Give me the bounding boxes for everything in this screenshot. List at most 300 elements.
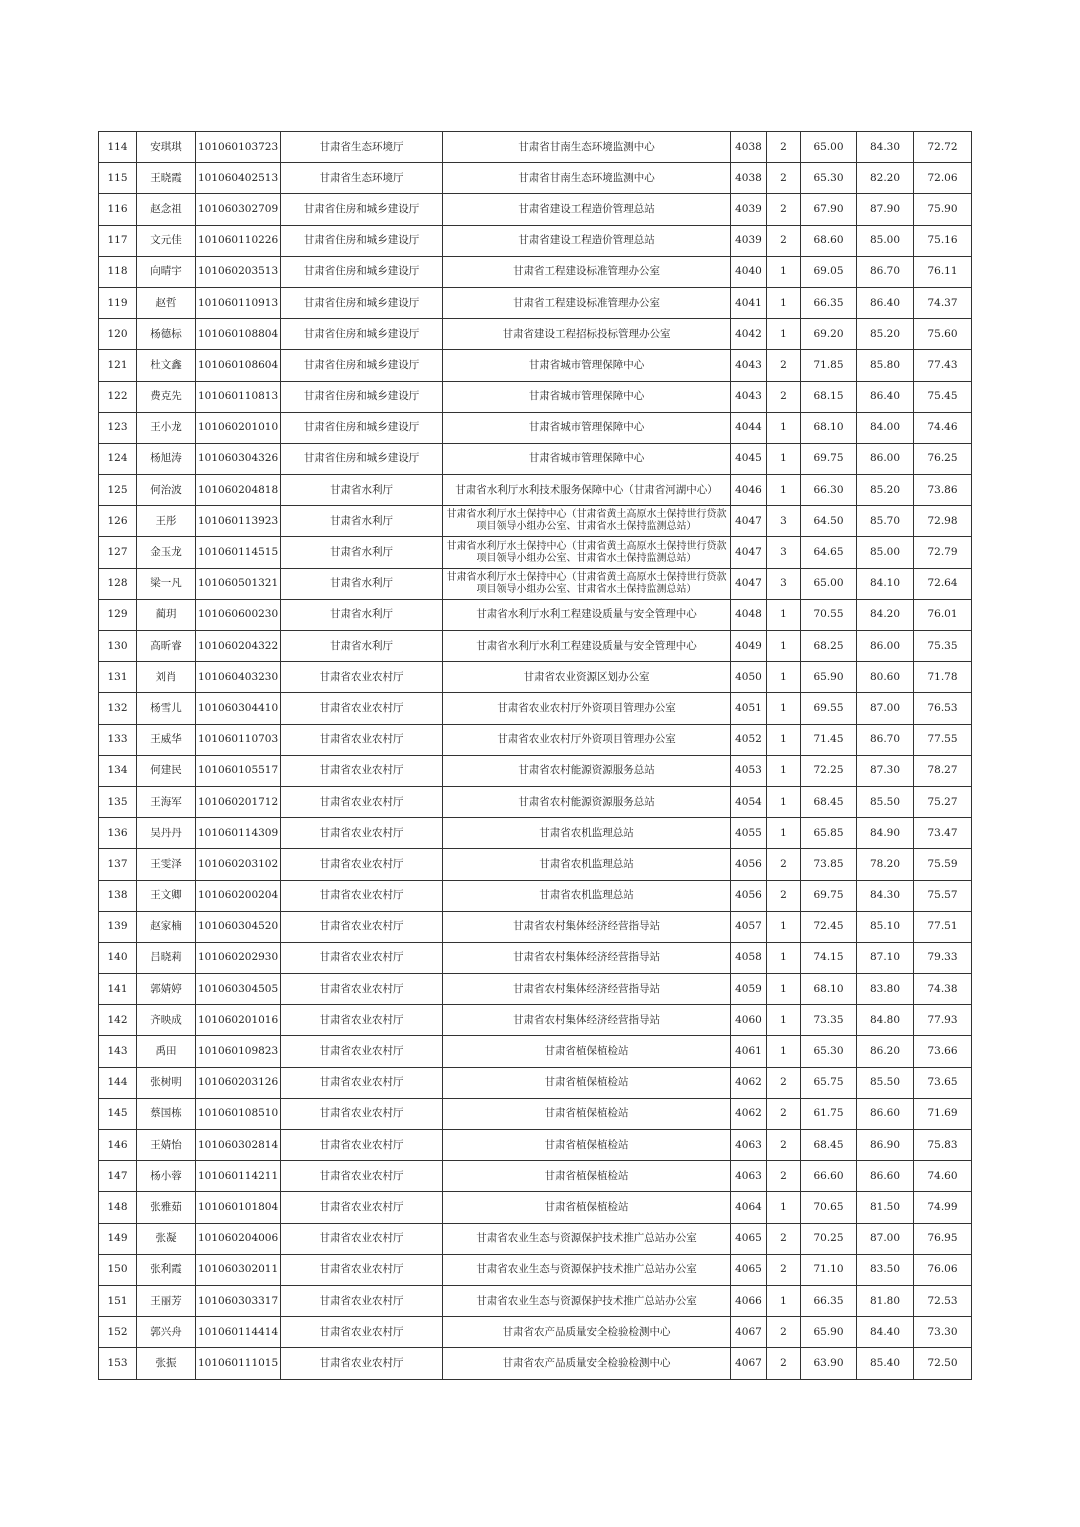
seq-cell: 114 <box>99 132 137 163</box>
interview-score-cell: 85.40 <box>857 1348 914 1379</box>
written-score-cell: 61.75 <box>801 1098 857 1129</box>
interview-score-cell: 87.30 <box>857 755 914 786</box>
quota-cell: 2 <box>767 1348 801 1379</box>
total-score-cell: 76.01 <box>914 599 972 630</box>
interview-score-cell: 85.20 <box>857 319 914 350</box>
name-cell: 张树明 <box>137 1067 196 1098</box>
exam-id-cell: 101060114515 <box>196 537 281 568</box>
interview-score-cell: 86.70 <box>857 724 914 755</box>
total-score-cell: 72.50 <box>914 1348 972 1379</box>
exam-id-cell: 101060201712 <box>196 786 281 817</box>
seq-cell: 147 <box>99 1161 137 1192</box>
department-cell: 甘肃省住房和城乡建设厅 <box>281 381 443 412</box>
table-row <box>99 287 972 318</box>
name-cell: 梁一凡 <box>137 568 196 599</box>
seq-cell: 128 <box>99 568 137 599</box>
unit-cell: 甘肃省农村能源资源服务总站 <box>443 755 731 786</box>
seq-cell: 124 <box>99 443 137 474</box>
name-cell: 向晴宇 <box>137 256 196 287</box>
table-row <box>99 1130 972 1161</box>
unit-cell: 甘肃省植保植检站 <box>443 1192 731 1223</box>
interview-score-cell: 87.00 <box>857 1223 914 1254</box>
seq-cell: 130 <box>99 631 137 662</box>
name-cell: 齐映成 <box>137 1005 196 1036</box>
total-score-cell: 73.47 <box>914 818 972 849</box>
seq-cell: 123 <box>99 412 137 443</box>
seq-cell: 120 <box>99 319 137 350</box>
total-score-cell: 75.57 <box>914 880 972 911</box>
table-row <box>99 1317 972 1348</box>
interview-score-cell: 86.90 <box>857 1130 914 1161</box>
results-table <box>98 131 972 1380</box>
quota-cell: 2 <box>767 132 801 163</box>
seq-cell: 138 <box>99 880 137 911</box>
table-row <box>99 319 972 350</box>
exam-id-cell: 101060402513 <box>196 163 281 194</box>
department-cell: 甘肃省农业农村厅 <box>281 693 443 724</box>
position-code-cell: 4038 <box>731 163 767 194</box>
interview-score-cell: 84.20 <box>857 599 914 630</box>
interview-score-cell: 84.40 <box>857 1317 914 1348</box>
interview-score-cell: 86.60 <box>857 1161 914 1192</box>
name-cell: 杜文鑫 <box>137 350 196 381</box>
written-score-cell: 66.35 <box>801 287 857 318</box>
interview-score-cell: 85.80 <box>857 350 914 381</box>
interview-score-cell: 87.90 <box>857 194 914 225</box>
table-row <box>99 599 972 630</box>
unit-cell: 甘肃省城市管理保障中心 <box>443 350 731 381</box>
seq-cell: 137 <box>99 849 137 880</box>
exam-id-cell: 101060203126 <box>196 1067 281 1098</box>
table-row <box>99 1285 972 1316</box>
total-score-cell: 74.37 <box>914 287 972 318</box>
position-code-cell: 4059 <box>731 974 767 1005</box>
seq-cell: 146 <box>99 1130 137 1161</box>
quota-cell: 1 <box>767 662 801 693</box>
total-score-cell: 75.16 <box>914 225 972 256</box>
interview-score-cell: 81.50 <box>857 1192 914 1223</box>
quota-cell: 2 <box>767 1067 801 1098</box>
position-code-cell: 4045 <box>731 443 767 474</box>
position-code-cell: 4054 <box>731 786 767 817</box>
department-cell: 甘肃省住房和城乡建设厅 <box>281 256 443 287</box>
unit-cell: 甘肃省农村集体经济经营指导站 <box>443 942 731 973</box>
table-row <box>99 475 972 506</box>
table-row <box>99 818 972 849</box>
table-row <box>99 1192 972 1223</box>
exam-id-cell: 101060501321 <box>196 568 281 599</box>
written-score-cell: 65.30 <box>801 1036 857 1067</box>
total-score-cell: 77.55 <box>914 724 972 755</box>
interview-score-cell: 86.00 <box>857 443 914 474</box>
department-cell: 甘肃省农业农村厅 <box>281 1130 443 1161</box>
total-score-cell: 72.06 <box>914 163 972 194</box>
quota-cell: 2 <box>767 1223 801 1254</box>
quota-cell: 2 <box>767 163 801 194</box>
quota-cell: 1 <box>767 599 801 630</box>
written-score-cell: 69.20 <box>801 319 857 350</box>
unit-cell: 甘肃省农村集体经济经营指导站 <box>443 974 731 1005</box>
table-row <box>99 942 972 973</box>
quota-cell: 1 <box>767 974 801 1005</box>
exam-id-cell: 101060105517 <box>196 755 281 786</box>
department-cell: 甘肃省住房和城乡建设厅 <box>281 319 443 350</box>
quota-cell: 1 <box>767 319 801 350</box>
department-cell: 甘肃省水利厅 <box>281 506 443 537</box>
name-cell: 王彤 <box>137 506 196 537</box>
table-row <box>99 1067 972 1098</box>
quota-cell: 1 <box>767 1005 801 1036</box>
name-cell: 赵念祖 <box>137 194 196 225</box>
interview-score-cell: 80.60 <box>857 662 914 693</box>
quota-cell: 3 <box>767 537 801 568</box>
interview-score-cell: 85.00 <box>857 537 914 568</box>
position-code-cell: 4053 <box>731 755 767 786</box>
interview-score-cell: 84.80 <box>857 1005 914 1036</box>
name-cell: 赵家楠 <box>137 911 196 942</box>
department-cell: 甘肃省农业农村厅 <box>281 1067 443 1098</box>
seq-cell: 126 <box>99 506 137 537</box>
table-row <box>99 849 972 880</box>
total-score-cell: 78.27 <box>914 755 972 786</box>
seq-cell: 144 <box>99 1067 137 1098</box>
name-cell: 何建民 <box>137 755 196 786</box>
written-score-cell: 65.85 <box>801 818 857 849</box>
table-row <box>99 880 972 911</box>
interview-score-cell: 84.00 <box>857 412 914 443</box>
unit-cell: 甘肃省甘南生态环境监测中心 <box>443 132 731 163</box>
name-cell: 安琪琪 <box>137 132 196 163</box>
unit-cell: 甘肃省植保植检站 <box>443 1161 731 1192</box>
department-cell: 甘肃省农业农村厅 <box>281 724 443 755</box>
position-code-cell: 4044 <box>731 412 767 443</box>
written-score-cell: 65.75 <box>801 1067 857 1098</box>
seq-cell: 143 <box>99 1036 137 1067</box>
exam-id-cell: 101060600230 <box>196 599 281 630</box>
unit-cell: 甘肃省农村集体经济经营指导站 <box>443 1005 731 1036</box>
department-cell: 甘肃省水利厅 <box>281 475 443 506</box>
seq-cell: 127 <box>99 537 137 568</box>
unit-cell: 甘肃省工程建设标准管理办公室 <box>443 256 731 287</box>
quota-cell: 1 <box>767 818 801 849</box>
department-cell: 甘肃省农业农村厅 <box>281 1005 443 1036</box>
table-row <box>99 132 972 163</box>
interview-score-cell: 84.30 <box>857 132 914 163</box>
table-row <box>99 911 972 942</box>
written-score-cell: 71.45 <box>801 724 857 755</box>
seq-cell: 134 <box>99 755 137 786</box>
seq-cell: 142 <box>99 1005 137 1036</box>
total-score-cell: 74.60 <box>914 1161 972 1192</box>
position-code-cell: 4048 <box>731 599 767 630</box>
seq-cell: 132 <box>99 693 137 724</box>
name-cell: 王海军 <box>137 786 196 817</box>
table-row <box>99 693 972 724</box>
exam-id-cell: 101060303317 <box>196 1285 281 1316</box>
position-code-cell: 4066 <box>731 1285 767 1316</box>
table-row <box>99 568 972 599</box>
interview-score-cell: 83.80 <box>857 974 914 1005</box>
table-row <box>99 1005 972 1036</box>
table-row <box>99 724 972 755</box>
position-code-cell: 4038 <box>731 132 767 163</box>
total-score-cell: 72.98 <box>914 506 972 537</box>
name-cell: 王雯泽 <box>137 849 196 880</box>
quota-cell: 1 <box>767 412 801 443</box>
exam-id-cell: 101060113923 <box>196 506 281 537</box>
unit-cell: 甘肃省农业农村厅外资项目管理办公室 <box>443 724 731 755</box>
name-cell: 刘肖 <box>137 662 196 693</box>
seq-cell: 116 <box>99 194 137 225</box>
seq-cell: 118 <box>99 256 137 287</box>
written-score-cell: 69.75 <box>801 443 857 474</box>
interview-score-cell: 84.10 <box>857 568 914 599</box>
total-score-cell: 75.83 <box>914 1130 972 1161</box>
unit-cell: 甘肃省农村集体经济经营指导站 <box>443 911 731 942</box>
total-score-cell: 73.30 <box>914 1317 972 1348</box>
total-score-cell: 72.72 <box>914 132 972 163</box>
quota-cell: 1 <box>767 1285 801 1316</box>
unit-cell: 甘肃省农业资源区划办公室 <box>443 662 731 693</box>
name-cell: 禹田 <box>137 1036 196 1067</box>
written-score-cell: 68.45 <box>801 1130 857 1161</box>
unit-cell: 甘肃省水利厅水利工程建设质量与安全管理中心 <box>443 631 731 662</box>
seq-cell: 125 <box>99 475 137 506</box>
name-cell: 杨雪儿 <box>137 693 196 724</box>
table-row <box>99 974 972 1005</box>
written-score-cell: 69.75 <box>801 880 857 911</box>
table-row <box>99 1254 972 1285</box>
department-cell: 甘肃省住房和城乡建设厅 <box>281 412 443 443</box>
seq-cell: 119 <box>99 287 137 318</box>
exam-id-cell: 101060204006 <box>196 1223 281 1254</box>
position-code-cell: 4060 <box>731 1005 767 1036</box>
name-cell: 王丽芳 <box>137 1285 196 1316</box>
written-score-cell: 68.25 <box>801 631 857 662</box>
exam-id-cell: 101060304326 <box>196 443 281 474</box>
unit-cell: 甘肃省水利厅水利工程建设质量与安全管理中心 <box>443 599 731 630</box>
interview-score-cell: 86.40 <box>857 381 914 412</box>
exam-id-cell: 101060110226 <box>196 225 281 256</box>
quota-cell: 1 <box>767 287 801 318</box>
written-score-cell: 68.10 <box>801 412 857 443</box>
interview-score-cell: 85.20 <box>857 475 914 506</box>
written-score-cell: 71.10 <box>801 1254 857 1285</box>
exam-id-cell: 101060304505 <box>196 974 281 1005</box>
name-cell: 吕晓莉 <box>137 942 196 973</box>
name-cell: 费克先 <box>137 381 196 412</box>
position-code-cell: 4039 <box>731 225 767 256</box>
written-score-cell: 65.00 <box>801 132 857 163</box>
interview-score-cell: 86.70 <box>857 256 914 287</box>
exam-id-cell: 101060110703 <box>196 724 281 755</box>
name-cell: 王小龙 <box>137 412 196 443</box>
written-score-cell: 69.55 <box>801 693 857 724</box>
name-cell: 王文卿 <box>137 880 196 911</box>
quota-cell: 2 <box>767 849 801 880</box>
written-score-cell: 65.00 <box>801 568 857 599</box>
quota-cell: 3 <box>767 506 801 537</box>
exam-id-cell: 101060110913 <box>196 287 281 318</box>
unit-cell: 甘肃省建设工程造价管理总站 <box>443 194 731 225</box>
quota-cell: 1 <box>767 786 801 817</box>
quota-cell: 2 <box>767 1098 801 1129</box>
exam-id-cell: 101060204818 <box>196 475 281 506</box>
unit-cell: 甘肃省农机监理总站 <box>443 818 731 849</box>
seq-cell: 135 <box>99 786 137 817</box>
quota-cell: 1 <box>767 724 801 755</box>
table-row <box>99 631 972 662</box>
exam-id-cell: 101060302011 <box>196 1254 281 1285</box>
position-code-cell: 4047 <box>731 506 767 537</box>
total-score-cell: 75.90 <box>914 194 972 225</box>
department-cell: 甘肃省农业农村厅 <box>281 1223 443 1254</box>
written-score-cell: 66.35 <box>801 1285 857 1316</box>
quota-cell: 2 <box>767 381 801 412</box>
seq-cell: 121 <box>99 350 137 381</box>
quota-cell: 1 <box>767 942 801 973</box>
written-score-cell: 66.30 <box>801 475 857 506</box>
exam-id-cell: 101060203513 <box>196 256 281 287</box>
exam-id-cell: 101060202930 <box>196 942 281 973</box>
unit-cell: 甘肃省建设工程造价管理总站 <box>443 225 731 256</box>
written-score-cell: 68.45 <box>801 786 857 817</box>
department-cell: 甘肃省农业农村厅 <box>281 662 443 693</box>
written-score-cell: 72.45 <box>801 911 857 942</box>
seq-cell: 115 <box>99 163 137 194</box>
department-cell: 甘肃省农业农村厅 <box>281 942 443 973</box>
seq-cell: 117 <box>99 225 137 256</box>
department-cell: 甘肃省水利厅 <box>281 568 443 599</box>
quota-cell: 1 <box>767 755 801 786</box>
table-row <box>99 1036 972 1067</box>
quota-cell: 1 <box>767 475 801 506</box>
name-cell: 杨小蓉 <box>137 1161 196 1192</box>
department-cell: 甘肃省农业农村厅 <box>281 755 443 786</box>
table-row <box>99 1348 972 1379</box>
table-row <box>99 506 972 537</box>
position-code-cell: 4056 <box>731 880 767 911</box>
table-row <box>99 381 972 412</box>
table-row <box>99 1223 972 1254</box>
table-row <box>99 1161 972 1192</box>
total-score-cell: 73.86 <box>914 475 972 506</box>
seq-cell: 133 <box>99 724 137 755</box>
department-cell: 甘肃省农业农村厅 <box>281 1161 443 1192</box>
exam-id-cell: 101060108804 <box>196 319 281 350</box>
interview-score-cell: 81.80 <box>857 1285 914 1316</box>
table-body <box>99 132 972 1380</box>
table-row <box>99 194 972 225</box>
department-cell: 甘肃省农业农村厅 <box>281 786 443 817</box>
total-score-cell: 72.79 <box>914 537 972 568</box>
interview-score-cell: 85.10 <box>857 911 914 942</box>
unit-cell: 甘肃省农业农村厅外资项目管理办公室 <box>443 693 731 724</box>
table-row <box>99 225 972 256</box>
written-score-cell: 68.10 <box>801 974 857 1005</box>
table-row <box>99 412 972 443</box>
total-score-cell: 74.99 <box>914 1192 972 1223</box>
written-score-cell: 64.65 <box>801 537 857 568</box>
name-cell: 何治波 <box>137 475 196 506</box>
interview-score-cell: 86.40 <box>857 287 914 318</box>
department-cell: 甘肃省生态环境厅 <box>281 132 443 163</box>
interview-score-cell: 85.50 <box>857 1067 914 1098</box>
unit-cell: 甘肃省农业生态与资源保护技术推广总站办公室 <box>443 1223 731 1254</box>
exam-id-cell: 101060101804 <box>196 1192 281 1223</box>
unit-cell: 甘肃省植保植检站 <box>443 1067 731 1098</box>
written-score-cell: 64.50 <box>801 506 857 537</box>
position-code-cell: 4058 <box>731 942 767 973</box>
name-cell: 张雅茹 <box>137 1192 196 1223</box>
department-cell: 甘肃省住房和城乡建设厅 <box>281 350 443 381</box>
seq-cell: 136 <box>99 818 137 849</box>
exam-id-cell: 101060403230 <box>196 662 281 693</box>
total-score-cell: 76.53 <box>914 693 972 724</box>
quota-cell: 1 <box>767 911 801 942</box>
exam-id-cell: 101060204322 <box>196 631 281 662</box>
name-cell: 金玉龙 <box>137 537 196 568</box>
exam-id-cell: 101060109823 <box>196 1036 281 1067</box>
unit-cell: 甘肃省农业生态与资源保护技术推广总站办公室 <box>443 1285 731 1316</box>
total-score-cell: 77.93 <box>914 1005 972 1036</box>
name-cell: 杨旭涛 <box>137 443 196 474</box>
name-cell: 文元佳 <box>137 225 196 256</box>
department-cell: 甘肃省水利厅 <box>281 599 443 630</box>
department-cell: 甘肃省农业农村厅 <box>281 880 443 911</box>
department-cell: 甘肃省住房和城乡建设厅 <box>281 194 443 225</box>
total-score-cell: 74.46 <box>914 412 972 443</box>
interview-score-cell: 83.50 <box>857 1254 914 1285</box>
interview-score-cell: 87.10 <box>857 942 914 973</box>
position-code-cell: 4055 <box>731 818 767 849</box>
position-code-cell: 4051 <box>731 693 767 724</box>
unit-cell: 甘肃省水利厅水利技术服务保障中心（甘肃省河湖中心） <box>443 475 731 506</box>
exam-id-cell: 101060108510 <box>196 1098 281 1129</box>
unit-cell: 甘肃省植保植检站 <box>443 1130 731 1161</box>
seq-cell: 150 <box>99 1254 137 1285</box>
total-score-cell: 77.51 <box>914 911 972 942</box>
written-score-cell: 73.35 <box>801 1005 857 1036</box>
exam-id-cell: 101060201016 <box>196 1005 281 1036</box>
name-cell: 张利霞 <box>137 1254 196 1285</box>
quota-cell: 2 <box>767 350 801 381</box>
name-cell: 王晓霞 <box>137 163 196 194</box>
table-row <box>99 537 972 568</box>
unit-cell: 甘肃省水利厅水土保持中心（甘肃省黄土高原水土保持世行贷款项目领导小组办公室、甘肃省水土保持监测总站） <box>443 537 731 568</box>
total-score-cell: 75.59 <box>914 849 972 880</box>
position-code-cell: 4040 <box>731 256 767 287</box>
position-code-cell: 4043 <box>731 381 767 412</box>
interview-score-cell: 86.20 <box>857 1036 914 1067</box>
written-score-cell: 71.85 <box>801 350 857 381</box>
unit-cell: 甘肃省水利厅水土保持中心（甘肃省黄土高原水土保持世行贷款项目领导小组办公室、甘肃省水土保持监测总站） <box>443 568 731 599</box>
unit-cell: 甘肃省植保植检站 <box>443 1098 731 1129</box>
written-score-cell: 65.90 <box>801 662 857 693</box>
exam-id-cell: 101060304410 <box>196 693 281 724</box>
seq-cell: 139 <box>99 911 137 942</box>
department-cell: 甘肃省住房和城乡建设厅 <box>281 225 443 256</box>
total-score-cell: 75.27 <box>914 786 972 817</box>
quota-cell: 2 <box>767 1130 801 1161</box>
unit-cell: 甘肃省建设工程招标投标管理办公室 <box>443 319 731 350</box>
written-score-cell: 70.65 <box>801 1192 857 1223</box>
total-score-cell: 76.11 <box>914 256 972 287</box>
table-row <box>99 443 972 474</box>
total-score-cell: 75.45 <box>914 381 972 412</box>
name-cell: 郭兴舟 <box>137 1317 196 1348</box>
name-cell: 杨德标 <box>137 319 196 350</box>
